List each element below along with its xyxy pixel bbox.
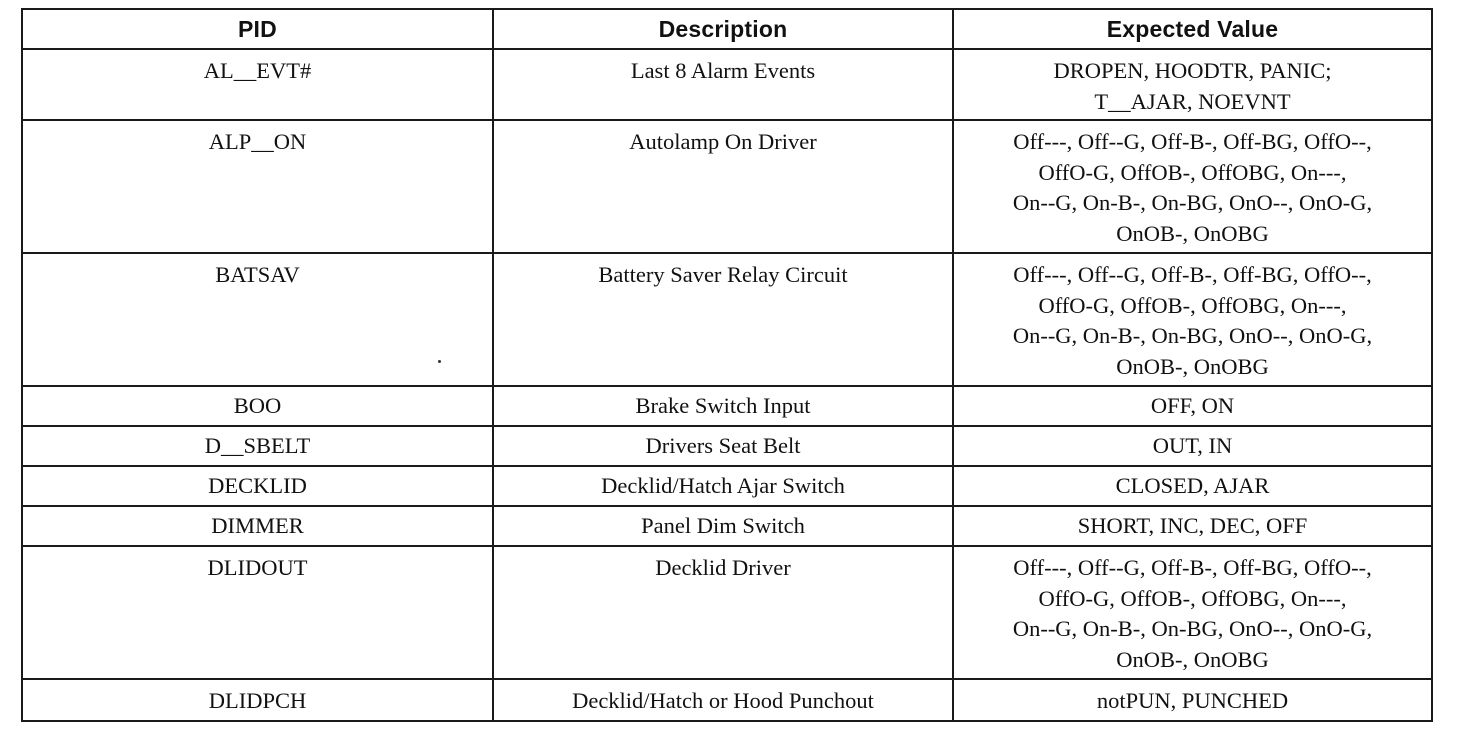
expected-value-cell	[953, 386, 1432, 426]
description-cell: Decklid/Hatch Ajar Switch	[493, 466, 953, 506]
description-cell: Last 8 Alarm Events	[493, 49, 953, 120]
expected-value-cell	[953, 679, 1432, 721]
pid-cell: D__SBELT	[22, 426, 493, 466]
pid-table	[21, 8, 1433, 722]
pid-cell: DIMMER	[22, 506, 493, 546]
pid-cell: BOO	[22, 386, 493, 426]
table-row	[22, 679, 1432, 721]
value-line: CLOSED, AJAR	[1115, 473, 1270, 498]
description-cell: Panel Dim Switch	[493, 506, 953, 546]
description-cell: Brake Switch Input	[493, 386, 953, 426]
table-row	[22, 386, 1432, 426]
header-description: Description	[493, 9, 953, 49]
value-line: Off---, Off--G, Off-B-, Off-BG, OffO--,	[1013, 129, 1372, 154]
scan-speck	[438, 360, 441, 363]
expected-value-cell	[953, 49, 1432, 120]
value-line: On--G, On-B-, On-BG, OnO--, OnO-G,	[1012, 323, 1373, 348]
value-line: OUT, IN	[1152, 433, 1233, 458]
expected-value-cell	[953, 546, 1432, 679]
expected-value-cell	[953, 253, 1432, 386]
header-pid: PID	[22, 9, 493, 49]
header-expected-value: Expected Value	[953, 9, 1432, 49]
expected-value-cell	[953, 120, 1432, 253]
value-line: OffO-G, OffOB-, OffOBG, On---,	[1038, 292, 1347, 318]
pid-cell: DLIDPCH	[22, 679, 493, 721]
pid-cell: BATSAV	[22, 253, 493, 386]
pid-cell: ALP__ON	[22, 120, 493, 253]
table-row	[22, 426, 1432, 466]
value-line: Off---, Off--G, Off-B-, Off-BG, OffO--,	[1013, 555, 1372, 580]
description-cell: Drivers Seat Belt	[493, 426, 953, 466]
value-line: Off---, Off--G, Off-B-, Off-BG, OffO--,	[1013, 262, 1372, 287]
table-row	[22, 466, 1432, 506]
value-line: On--G, On-B-, On-BG, OnO--, OnO-G,	[1012, 190, 1373, 215]
value-line: OnOB-, OnOBG	[1116, 646, 1269, 672]
value-line: OffO-G, OffOB-, OffOBG, On---,	[1038, 159, 1347, 185]
pid-cell: AL__EVT#	[22, 49, 493, 120]
description-cell: Battery Saver Relay Circuit	[493, 253, 953, 386]
pid-cell: DECKLID	[22, 466, 493, 506]
table-row	[22, 253, 1432, 386]
value-line: OffO-G, OffOB-, OffOBG, On---,	[1038, 585, 1347, 611]
value-line: On--G, On-B-, On-BG, OnO--, OnO-G,	[1012, 616, 1373, 641]
table-row	[22, 120, 1432, 253]
pid-cell: DLIDOUT	[22, 546, 493, 679]
value-line: T__AJAR, NOEVNT	[1094, 88, 1291, 114]
expected-value-cell	[953, 506, 1432, 546]
description-cell: Decklid Driver	[493, 546, 953, 679]
table-row	[22, 546, 1432, 679]
value-line: DROPEN, HOODTR, PANIC;	[1053, 58, 1332, 83]
value-line: SHORT, INC, DEC, OFF	[1077, 513, 1308, 538]
value-line: OFF, ON	[1150, 393, 1235, 418]
description-cell: Decklid/Hatch or Hood Punchout	[493, 679, 953, 721]
value-line: OnOB-, OnOBG	[1116, 353, 1269, 379]
table-header-row	[22, 9, 1432, 49]
expected-value-cell	[953, 466, 1432, 506]
table-row	[22, 506, 1432, 546]
expected-value-cell	[953, 426, 1432, 466]
description-cell: Autolamp On Driver	[493, 120, 953, 253]
value-line: OnOB-, OnOBG	[1116, 220, 1269, 246]
value-line: notPUN, PUNCHED	[1096, 688, 1289, 713]
table-row	[22, 49, 1432, 120]
